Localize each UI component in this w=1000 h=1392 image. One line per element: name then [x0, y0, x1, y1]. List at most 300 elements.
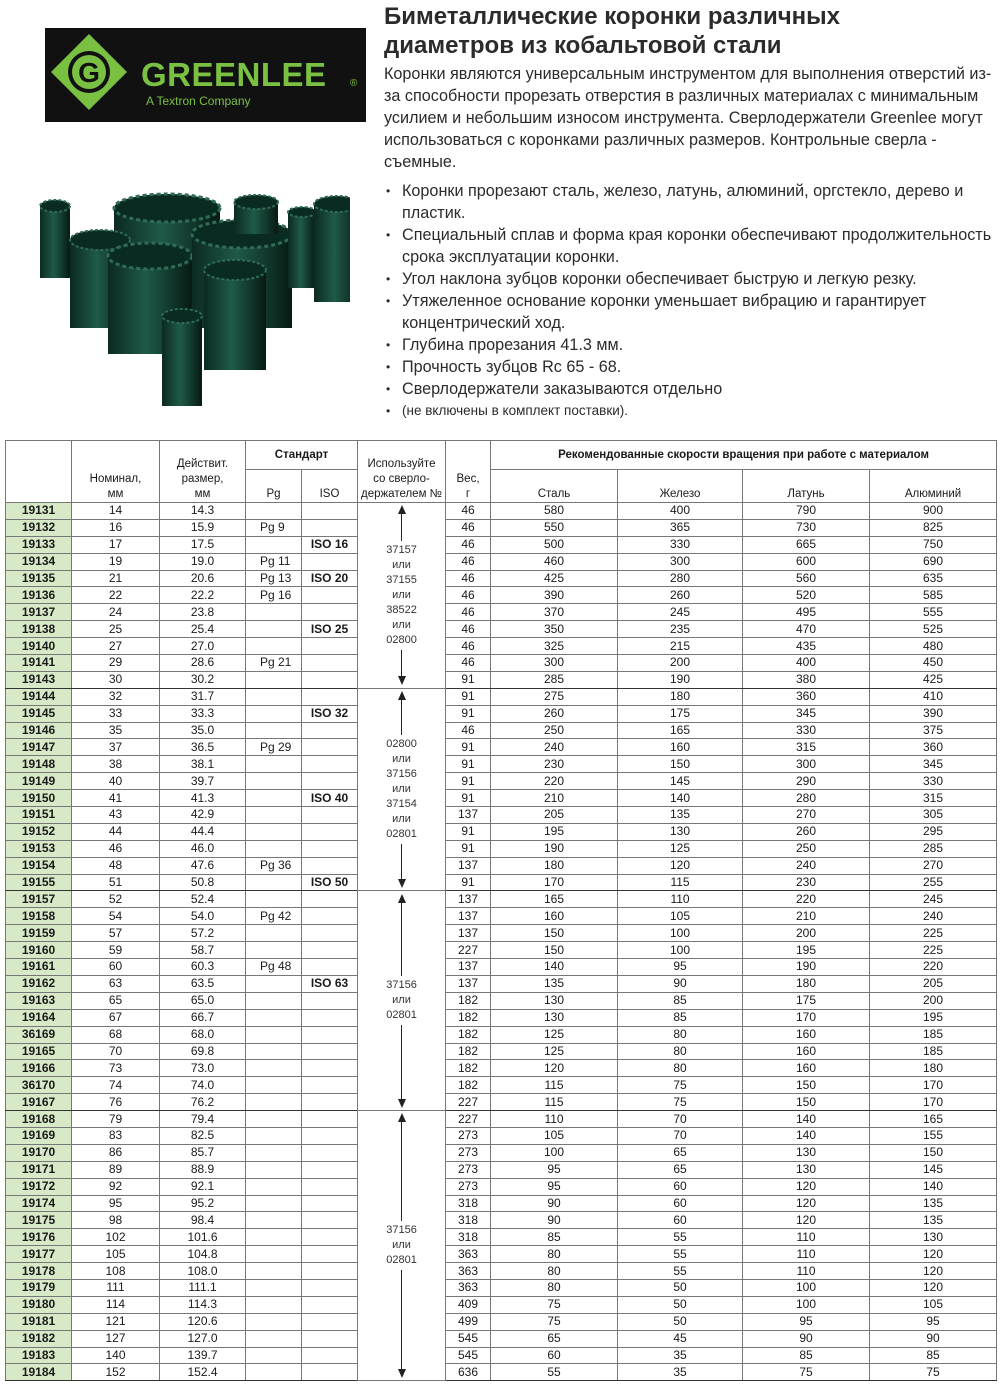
table-row: [6, 671, 997, 688]
cell-brass: 360: [743, 688, 870, 705]
cell-brass: 120: [743, 1195, 870, 1212]
cell-iso: ISO 32: [302, 705, 358, 722]
cell-pg: [246, 823, 302, 840]
cell-weight: 273: [446, 1144, 491, 1161]
cell-brass: 170: [743, 1009, 870, 1026]
cell-nominal: 25: [72, 621, 160, 638]
holder-numbers: [386, 735, 417, 844]
cell-code: 19137: [6, 604, 72, 621]
cell-code: 19151: [6, 807, 72, 824]
cell-iso: [302, 553, 358, 570]
cell-steel: 180: [491, 857, 618, 874]
cell-brass: 560: [743, 570, 870, 587]
table-row: [6, 857, 997, 874]
cell-brass: 100: [743, 1296, 870, 1313]
cell-actual: 108.0: [160, 1263, 246, 1280]
cell-nominal: 127: [72, 1330, 160, 1347]
cell-aluminum: 555: [870, 604, 997, 621]
cell-aluminum: 145: [870, 1161, 997, 1178]
cell-weight: 363: [446, 1263, 491, 1280]
cell-brass: 130: [743, 1144, 870, 1161]
cell-brass: 150: [743, 1077, 870, 1094]
header-actual-line2: размер,: [181, 473, 224, 485]
cell-code: 19179: [6, 1279, 72, 1296]
cell-steel: 250: [491, 722, 618, 739]
cell-nominal: 54: [72, 908, 160, 925]
table-row: [6, 503, 997, 520]
cell-code: 19149: [6, 773, 72, 790]
cell-weight: 182: [446, 1060, 491, 1077]
cell-pg: Pg 9: [246, 519, 302, 536]
arrow-stem: [401, 844, 402, 879]
cell-steel: 325: [491, 638, 618, 655]
holder-line: 02801: [386, 1254, 417, 1267]
cell-steel: 170: [491, 874, 618, 891]
cell-brass: 140: [743, 1127, 870, 1144]
page-title: [384, 2, 994, 60]
cell-aluminum: 375: [870, 722, 997, 739]
cell-brass: 300: [743, 756, 870, 773]
cell-code: 36170: [6, 1077, 72, 1094]
cell-nominal: 21: [72, 570, 160, 587]
cell-weight: 91: [446, 874, 491, 891]
table-row: [6, 1161, 997, 1178]
cell-weight: 636: [446, 1364, 491, 1381]
cell-steel: 460: [491, 553, 618, 570]
cell-nominal: 41: [72, 790, 160, 807]
table-row: [6, 638, 997, 655]
cell-actual: 38.1: [160, 756, 246, 773]
cell-pg: [246, 604, 302, 621]
cell-steel: 75: [491, 1296, 618, 1313]
table-row: [6, 1077, 997, 1094]
cell-steel: 90: [491, 1195, 618, 1212]
cell-iron: 235: [618, 621, 743, 638]
cell-steel: 205: [491, 807, 618, 824]
cell-iso: [302, 655, 358, 672]
cell-iron: 65: [618, 1144, 743, 1161]
cell-brass: 95: [743, 1313, 870, 1330]
header-iso: ISO: [302, 470, 358, 503]
cell-iron: 35: [618, 1347, 743, 1364]
cell-weight: 499: [446, 1313, 491, 1330]
cell-iron: 115: [618, 874, 743, 891]
table-row: [6, 705, 997, 722]
cell-code: 19165: [6, 1043, 72, 1060]
cell-weight: 46: [446, 503, 491, 520]
cell-aluminum: 410: [870, 688, 997, 705]
cell-aluminum: 360: [870, 739, 997, 756]
cell-weight: 227: [446, 1111, 491, 1128]
table-row: [6, 604, 997, 621]
cell-actual: 20.6: [160, 570, 246, 587]
table-row: [6, 1144, 997, 1161]
cell-nominal: 14: [72, 503, 160, 520]
cell-nominal: 60: [72, 959, 160, 976]
cell-weight: 46: [446, 604, 491, 621]
cell-aluminum: 120: [870, 1263, 997, 1280]
cell-aluminum: 690: [870, 553, 997, 570]
feature-item: • Утяжеленное основание коронки уменьшает вибрацию и гарантирует концентрический ход.: [384, 290, 1000, 334]
table-row: [6, 722, 997, 739]
cell-aluminum: 480: [870, 638, 997, 655]
cell-weight: 182: [446, 1043, 491, 1060]
cell-iron: 95: [618, 959, 743, 976]
table-row: [6, 1330, 997, 1347]
cell-steel: 125: [491, 1026, 618, 1043]
cell-weight: 318: [446, 1229, 491, 1246]
cell-iron: 215: [618, 638, 743, 655]
table-row: [6, 992, 997, 1009]
cell-brass: 400: [743, 655, 870, 672]
cell-iron: 50: [618, 1279, 743, 1296]
table-row: [6, 621, 997, 638]
page-title-line-1: Биметаллические коронки различных: [384, 3, 841, 30]
cell-steel: 350: [491, 621, 618, 638]
cell-steel: 425: [491, 570, 618, 587]
cell-code: 19150: [6, 790, 72, 807]
cell-iron: 100: [618, 925, 743, 942]
cell-iso: [302, 1009, 358, 1026]
cell-steel: 130: [491, 992, 618, 1009]
cell-actual: 73.0: [160, 1060, 246, 1077]
cell-actual: 23.8: [160, 604, 246, 621]
arrow-stem: [401, 700, 402, 735]
cell-code: 19171: [6, 1161, 72, 1178]
cell-actual: 36.5: [160, 739, 246, 756]
cell-code: 19153: [6, 840, 72, 857]
cell-steel: 95: [491, 1161, 618, 1178]
cell-iron: 80: [618, 1060, 743, 1077]
cell-code: 19160: [6, 942, 72, 959]
table-row: [6, 1364, 997, 1381]
table-row: [6, 891, 997, 908]
arrow-stem: [401, 514, 402, 540]
feature-note-text: (не включены в комплект поставки).: [402, 403, 629, 418]
arrow-stem: [401, 903, 402, 976]
cell-steel: 110: [491, 1111, 618, 1128]
header-weight: [446, 441, 491, 503]
cell-iron: 55: [618, 1263, 743, 1280]
cell-aluminum: 185: [870, 1026, 997, 1043]
table-row: [6, 655, 997, 672]
cell-code: 19152: [6, 823, 72, 840]
cell-steel: 210: [491, 790, 618, 807]
cell-aluminum: 285: [870, 840, 997, 857]
cell-iron: 365: [618, 519, 743, 536]
cell-nominal: 98: [72, 1212, 160, 1229]
cell-steel: 550: [491, 519, 618, 536]
cell-nominal: 102: [72, 1229, 160, 1246]
holder-line: или: [392, 813, 411, 826]
cell-iron: 200: [618, 655, 743, 672]
holder-cell: [358, 503, 446, 689]
cell-steel: 65: [491, 1330, 618, 1347]
cell-iron: 75: [618, 1077, 743, 1094]
table-row: [6, 688, 997, 705]
cell-steel: 95: [491, 1178, 618, 1195]
cell-code: 19161: [6, 959, 72, 976]
cell-iso: [302, 908, 358, 925]
cell-code: 19133: [6, 536, 72, 553]
cell-weight: 545: [446, 1330, 491, 1347]
cell-pg: [246, 891, 302, 908]
cell-actual: 60.3: [160, 959, 246, 976]
cell-steel: 80: [491, 1279, 618, 1296]
table-row: [6, 1127, 997, 1144]
table-row: [6, 942, 997, 959]
cell-nominal: 22: [72, 587, 160, 604]
table-row: [6, 519, 997, 536]
cell-nominal: 17: [72, 536, 160, 553]
cell-weight: 91: [446, 671, 491, 688]
cell-nominal: 152: [72, 1364, 160, 1381]
cell-nominal: 67: [72, 1009, 160, 1026]
cell-brass: 120: [743, 1212, 870, 1229]
cell-nominal: 38: [72, 756, 160, 773]
cell-pg: [246, 756, 302, 773]
cell-nominal: 74: [72, 1077, 160, 1094]
cell-actual: 31.7: [160, 688, 246, 705]
cell-code: 19158: [6, 908, 72, 925]
cell-nominal: 108: [72, 1263, 160, 1280]
cell-brass: 190: [743, 959, 870, 976]
cell-nominal: 86: [72, 1144, 160, 1161]
cell-code: 19136: [6, 587, 72, 604]
cell-weight: 91: [446, 739, 491, 756]
cell-iron: 75: [618, 1094, 743, 1111]
cell-actual: 15.9: [160, 519, 246, 536]
cell-steel: 85: [491, 1229, 618, 1246]
cell-iso: [302, 1364, 358, 1381]
logo-wordmark: GREENLEE: [141, 56, 327, 93]
holder-range: [358, 691, 445, 888]
cell-code: 19169: [6, 1127, 72, 1144]
cell-aluminum: 220: [870, 959, 997, 976]
cell-iron: 130: [618, 823, 743, 840]
cell-pg: [246, 790, 302, 807]
header-nominal-line1: Номинал,: [89, 473, 142, 485]
cell-actual: 127.0: [160, 1330, 246, 1347]
header-actual-line3: мм: [194, 488, 211, 500]
holder-range: [358, 505, 445, 685]
feature-list: [384, 180, 1000, 422]
cell-nominal: 70: [72, 1043, 160, 1060]
cell-actual: 52.4: [160, 891, 246, 908]
cell-aluminum: 240: [870, 908, 997, 925]
holder-line: 37155: [386, 573, 417, 586]
cell-iron: 55: [618, 1229, 743, 1246]
cell-steel: 150: [491, 942, 618, 959]
cell-brass: 345: [743, 705, 870, 722]
cell-steel: 125: [491, 1043, 618, 1060]
cell-nominal: 57: [72, 925, 160, 942]
table-row: [6, 807, 997, 824]
header-speeds: Рекомендованные скорости вращения при работе с материалом: [491, 441, 997, 470]
cell-iso: [302, 739, 358, 756]
cell-iso: [302, 1144, 358, 1161]
cell-iso: [302, 1347, 358, 1364]
cell-actual: 92.1: [160, 1178, 246, 1195]
cell-nominal: 76: [72, 1094, 160, 1111]
feature-item: • Угол наклона зубцов коронки обеспечивает быструю и легкую резку.: [384, 268, 1000, 290]
cell-steel: 190: [491, 840, 618, 857]
cell-iron: 180: [618, 688, 743, 705]
cell-iron: 50: [618, 1313, 743, 1330]
cell-code: 19163: [6, 992, 72, 1009]
table-row: [6, 1347, 997, 1364]
arrow-up-icon: [398, 894, 406, 903]
cell-code: 19178: [6, 1263, 72, 1280]
cell-nominal: 65: [72, 992, 160, 1009]
cell-steel: 105: [491, 1127, 618, 1144]
cell-aluminum: 120: [870, 1279, 997, 1296]
cell-aluminum: 155: [870, 1127, 997, 1144]
hole-saw-spec-table: [5, 440, 997, 1381]
cell-aluminum: 135: [870, 1212, 997, 1229]
cell-iron: 300: [618, 553, 743, 570]
holder-line: 37156: [386, 979, 417, 992]
cell-actual: 65.0: [160, 992, 246, 1009]
cell-brass: 220: [743, 891, 870, 908]
cell-code: 19174: [6, 1195, 72, 1212]
holder-numbers: [386, 541, 417, 650]
cell-pg: [246, 671, 302, 688]
cell-iso: [302, 1127, 358, 1144]
cell-iso: [302, 1263, 358, 1280]
cell-pg: Pg 11: [246, 553, 302, 570]
cell-pg: [246, 1347, 302, 1364]
cell-brass: 470: [743, 621, 870, 638]
cell-steel: 130: [491, 1009, 618, 1026]
cell-brass: 110: [743, 1246, 870, 1263]
cell-brass: 195: [743, 942, 870, 959]
feature-item: • Коронки прорезают сталь, железо, латунь, алюминий, оргстекло, дерево и пластик.: [384, 180, 1000, 224]
cell-iron: 160: [618, 739, 743, 756]
header-nominal-line2: мм: [107, 488, 124, 500]
cell-iso: ISO 16: [302, 536, 358, 553]
cell-weight: 46: [446, 655, 491, 672]
cell-iron: 70: [618, 1127, 743, 1144]
cell-iso: ISO 40: [302, 790, 358, 807]
table-row: [6, 1111, 997, 1128]
cell-actual: 50.8: [160, 874, 246, 891]
cell-iso: [302, 587, 358, 604]
table-row: [6, 1009, 997, 1026]
cell-actual: 30.2: [160, 671, 246, 688]
table-row: [6, 570, 997, 587]
cell-actual: 22.2: [160, 587, 246, 604]
cell-weight: 227: [446, 1094, 491, 1111]
cell-pg: [246, 1161, 302, 1178]
cell-pg: [246, 722, 302, 739]
header-pg: Pg: [246, 470, 302, 503]
cell-aluminum: 270: [870, 857, 997, 874]
cell-code: 19166: [6, 1060, 72, 1077]
cell-weight: 46: [446, 553, 491, 570]
cell-weight: 46: [446, 570, 491, 587]
cell-code: 19135: [6, 570, 72, 587]
cell-brass: 240: [743, 857, 870, 874]
cell-pg: Pg 29: [246, 739, 302, 756]
cell-actual: 111.1: [160, 1279, 246, 1296]
cell-aluminum: 390: [870, 705, 997, 722]
arrow-up-icon: [398, 691, 406, 700]
cell-actual: 76.2: [160, 1094, 246, 1111]
cell-brass: 330: [743, 722, 870, 739]
cell-nominal: 16: [72, 519, 160, 536]
feature-item: • Глубина прорезания 41.3 мм.: [384, 334, 1000, 356]
cell-pg: [246, 925, 302, 942]
feature-note: [384, 400, 1000, 422]
cell-weight: 273: [446, 1161, 491, 1178]
cell-iron: 105: [618, 908, 743, 925]
cell-brass: 665: [743, 536, 870, 553]
holder-line: 37157: [386, 543, 417, 556]
cell-code: 19154: [6, 857, 72, 874]
cell-weight: 318: [446, 1212, 491, 1229]
cell-aluminum: 825: [870, 519, 997, 536]
cell-pg: [246, 503, 302, 520]
cell-nominal: 105: [72, 1246, 160, 1263]
cell-brass: 210: [743, 908, 870, 925]
cell-iron: 140: [618, 790, 743, 807]
cell-weight: 137: [446, 807, 491, 824]
arrow-stem: [401, 1025, 402, 1098]
cell-brass: 160: [743, 1060, 870, 1077]
cell-brass: 730: [743, 519, 870, 536]
holder-range: [358, 1113, 445, 1377]
holder-line: или: [392, 618, 411, 631]
cell-steel: 115: [491, 1077, 618, 1094]
table-row: [6, 1178, 997, 1195]
cell-iso: [302, 1178, 358, 1195]
cell-iso: [302, 1279, 358, 1296]
cell-code: 19181: [6, 1313, 72, 1330]
cell-brass: 260: [743, 823, 870, 840]
cell-pg: [246, 1009, 302, 1026]
cell-actual: 54.0: [160, 908, 246, 925]
cell-pg: [246, 1178, 302, 1195]
cell-code: 19134: [6, 553, 72, 570]
cell-aluminum: 185: [870, 1043, 997, 1060]
holder-line: или: [392, 994, 411, 1007]
cell-brass: 495: [743, 604, 870, 621]
cell-brass: 200: [743, 925, 870, 942]
cell-code: 36169: [6, 1026, 72, 1043]
cell-weight: 182: [446, 1009, 491, 1026]
cell-steel: 60: [491, 1347, 618, 1364]
cell-brass: 140: [743, 1111, 870, 1128]
cell-brass: 130: [743, 1161, 870, 1178]
holder-line: или: [392, 1239, 411, 1252]
holder-line: 02801: [386, 828, 417, 841]
cell-pg: Pg 36: [246, 857, 302, 874]
cell-code: 19162: [6, 975, 72, 992]
table-row: [6, 1296, 997, 1313]
table-row: [6, 1313, 997, 1330]
cell-code: 19176: [6, 1229, 72, 1246]
holder-line: 02800: [386, 738, 417, 751]
cell-weight: 273: [446, 1127, 491, 1144]
cell-actual: 69.8: [160, 1043, 246, 1060]
table-row: [6, 1094, 997, 1111]
cell-aluminum: 85: [870, 1347, 997, 1364]
cell-aluminum: 450: [870, 655, 997, 672]
cell-aluminum: 165: [870, 1111, 997, 1128]
cell-steel: 150: [491, 925, 618, 942]
header-aluminum: Алюминий: [870, 470, 997, 503]
